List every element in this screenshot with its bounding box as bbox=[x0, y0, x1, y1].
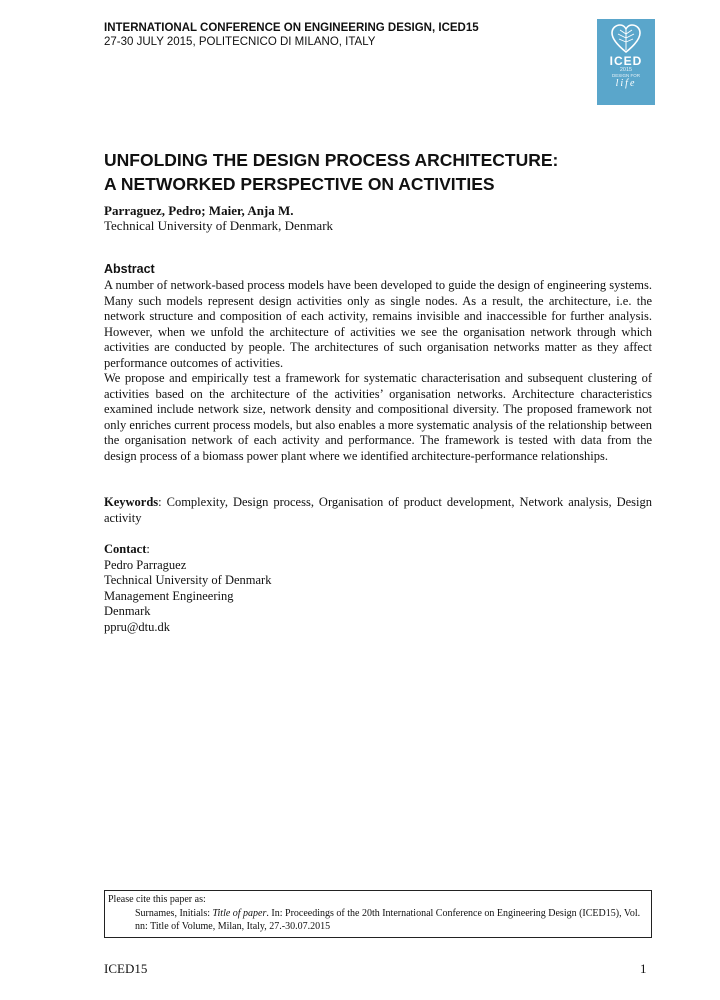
contact-name: Pedro Parraguez bbox=[104, 557, 187, 572]
page-number: 1 bbox=[640, 961, 647, 976]
citation-intro: Please cite this paper as: bbox=[108, 894, 206, 905]
keywords-label: Keywords bbox=[104, 495, 159, 509]
contact-colon: : bbox=[146, 542, 150, 556]
citation-box bbox=[104, 890, 652, 938]
keywords bbox=[104, 495, 652, 526]
conference-name: INTERNATIONAL CONFERENCE ON ENGINEERING DESIGN, ICED15 bbox=[104, 22, 479, 34]
contact-block bbox=[104, 542, 271, 635]
paper-title bbox=[104, 148, 664, 196]
citation-title-placeholder: Title of paper bbox=[212, 908, 267, 919]
citation-prefix: Surnames, Initials: bbox=[135, 908, 213, 919]
keywords-text: : Complexity, Design process, Organisation of product development, Network analysis, Design activity bbox=[104, 495, 652, 525]
paper-title-line-1: UNFOLDING THE DESIGN PROCESS ARCHITECTURE: bbox=[104, 150, 559, 170]
heart-leaf-icon bbox=[610, 24, 642, 54]
paper-authors: Parraguez, Pedro; Maier, Anja M. bbox=[104, 203, 294, 218]
conference-dates-venue: 27-30 JULY 2015, POLITECNICO DI MILANO, ITALY bbox=[104, 36, 376, 48]
citation-body: . In: Proceedings of the 20th International Conference on Engineering Design (ICED15), Vol. nn: Title of Volume, Milan, Italy, 27.-30.07.2015 bbox=[135, 908, 641, 932]
contact-email[interactable]: ppru@dtu.dk bbox=[104, 619, 171, 634]
abstract-paragraph-2: We propose and empirically test a framework for systematic characterisation and subsequent clustering of activities based on the architecture of the activities’ organisation networks. Architecture characteristics examined include network size, network density and compositional diversity. The proposed framework not only enriches current process models, but also enables a more systematic analysis of the relationship between the organisation network of each activity and performance. The framework is tested with data from the design process of a biomass power plant where we identified architecture-performance relationships. bbox=[104, 371, 652, 463]
contact-label: Contact bbox=[104, 542, 147, 556]
abstract-body bbox=[104, 278, 652, 464]
logo-word: life bbox=[615, 78, 637, 89]
abstract-heading: Abstract bbox=[104, 262, 155, 276]
conference-header bbox=[104, 21, 574, 49]
paper-affiliation: Technical University of Denmark, Denmark bbox=[104, 218, 334, 233]
contact-country: Denmark bbox=[104, 604, 151, 618]
footer-conference: ICED15 bbox=[104, 961, 148, 976]
logo-year: 2015 bbox=[619, 67, 633, 73]
iced-logo bbox=[597, 19, 655, 105]
citation-text bbox=[135, 907, 647, 933]
logo-name: ICED bbox=[609, 54, 643, 68]
logo-tagline: DESIGN FOR bbox=[611, 73, 640, 78]
abstract-paragraph-1: A number of network-based process models have been developed to guide the design of engineering systems. Many such models represent design activities only as single nodes. As a result, the architecture, i.e. the network structure and composition of each activity, remains invisible and inaccessible for further analysis. However, when we unfold the architecture of activities we see the organisation network through which activities are conducted by people. The architectures of such organisation networks matter as they affect performance outcomes of activities. bbox=[104, 278, 652, 370]
contact-institution: Technical University of Denmark bbox=[104, 573, 272, 587]
contact-department: Management Engineering bbox=[104, 588, 234, 603]
paper-title-line-2: A NETWORKED PERSPECTIVE ON ACTIVITIES bbox=[104, 174, 495, 194]
